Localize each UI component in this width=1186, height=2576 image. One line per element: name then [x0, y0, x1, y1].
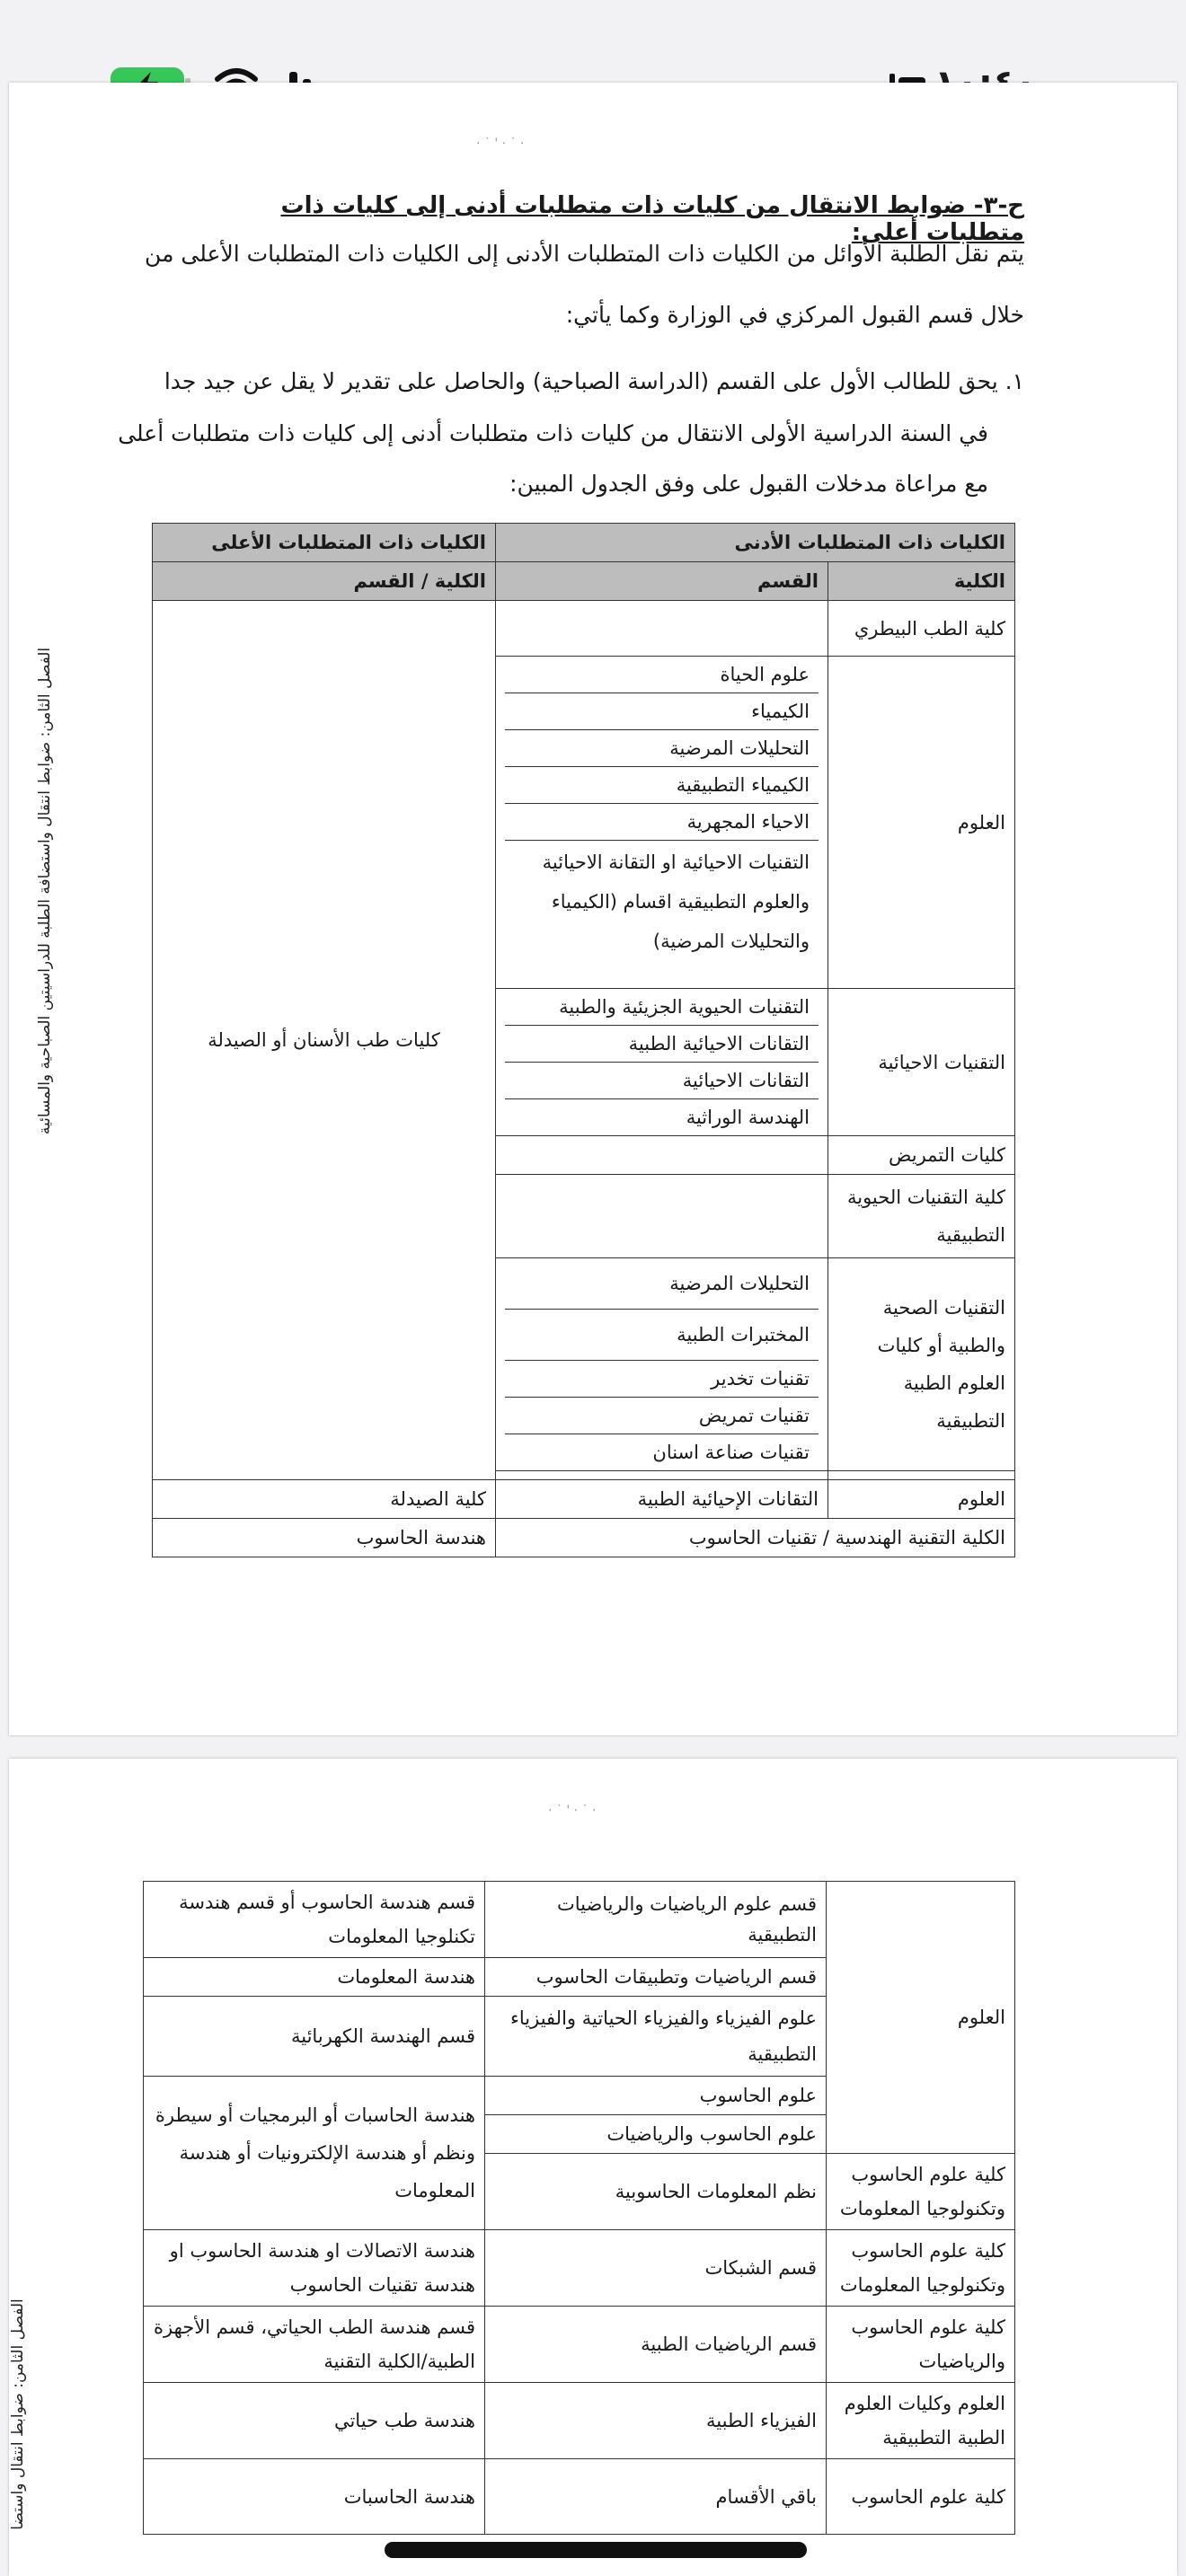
dept-item: التحليلات المرضية [505, 1258, 819, 1310]
biotech-depts [495, 989, 828, 1136]
dept-item: تقنيات تمريض [505, 1398, 819, 1434]
item-1-line-1: ١. يحق للطالب الأول على القسم (الدراسة الصباحية) والحاصل على تقدير لا يقل عن جيد جدا [164, 368, 1024, 394]
cell-dept: علوم الحاسوب والرياضيات [485, 2115, 827, 2154]
cell-comp-eng: هندسة الحاسوب [152, 1519, 495, 1557]
cell-dent-pharm: كليات طب الأسنان أو الصيدلة [152, 601, 495, 1480]
document-page-1 [9, 83, 1177, 1735]
header-college: الكلية [828, 562, 1015, 601]
dept-item: التقانات الاحيائية الطبية [505, 1026, 819, 1063]
cell-vet: كلية الطب البيطري [828, 601, 1015, 657]
cell-health: التقنيات الصحية والطبية أو كليات العلوم الطبية التطبيقية [828, 1258, 1015, 1471]
sciences-depts [495, 657, 828, 989]
cell-target: قسم الهندسة الكهربائية [144, 1997, 485, 2077]
cell-dept: قسم الرياضيات وتطبيقات الحاسوب [485, 1958, 827, 1997]
intro-line-2: خلال قسم القبول المركزي في الوزارة وكما يأتي: [565, 302, 1024, 328]
header-lower: الكليات ذات المتطلبات الأدنى [495, 524, 1014, 562]
dept-item: الهندسة الوراثية [686, 1107, 810, 1128]
cell-dept: نظم المعلومات الحاسوبية [485, 2154, 827, 2230]
section-heading: ح-٣- ضوابط الانتقال من كليات ذات متطلبات أدنى إلى كليات ذات متطلبات أعلى: [280, 192, 1024, 246]
cell-empty [495, 601, 828, 657]
home-indicator[interactable] [385, 2542, 807, 2558]
cell-biotech: التقنيات الاحيائية [828, 989, 1015, 1136]
cell-dept: باقي الأقسام [485, 2459, 827, 2535]
header-dept: القسم [495, 562, 828, 601]
margin-chapter-note: الفصل الثامن: ضوابط انتقال واستضافة الطلبة للدراسيتين الصباحية والمسائية [36, 647, 54, 1135]
cell-target: هندسة طب حياتي [144, 2383, 485, 2459]
cell-spacer [495, 1471, 828, 1480]
cell-dept: قسم علوم الرياضيات والرياضيات التطبيقية [485, 1882, 827, 1958]
cell-target: هندسة الحاسبات [144, 2459, 485, 2535]
cell-target: هندسة المعلومات [144, 1958, 485, 1997]
cell-target: قسم هندسة الحاسوب أو قسم هندسة تكنلوجيا المعلومات [144, 1882, 485, 1958]
cell-college: كلية علوم الحاسوب وتكنولوجيا المعلومات [827, 2154, 1015, 2230]
cell-college: كلية علوم الحاسوب والرياضيات [827, 2307, 1015, 2383]
transfer-table-1 [152, 523, 1015, 1557]
margin-chapter-note: الفصل الثامن: ضوابط انتقال واستضا [9, 2298, 27, 2530]
cell-spacer [828, 1471, 1015, 1480]
dept-item: تقنيات صناعة اسنان [652, 1442, 810, 1463]
item-1-line-3: مع مراعاة مدخلات القبول على وفق الجدول المبين: [509, 471, 988, 497]
scan-specks: · ˙ ' · ˙ · [548, 1804, 597, 1818]
cell-applied-bio: كلية التقنيات الحيوية التطبيقية [828, 1175, 1015, 1258]
cell-sci2-dept: التقانات الإحيائية الطبية [495, 1480, 828, 1519]
cell-target: هندسة الحاسبات أو البرمجيات أو سيطرة ونظم أو هندسة الإلكترونيات أو هندسة المعلومات [144, 2077, 485, 2230]
scan-specks: · ˙ ' · ˙ · [476, 137, 525, 151]
dept-item: التقنيات الحيوية الجزيئية والطبية [505, 989, 819, 1026]
dept-item: التقنيات الاحيائية او التقانة الاحيائية والعلوم التطبيقية اقسام (الكيمياء والتحليلات المرضية) [542, 851, 810, 952]
cell-dept: علوم الحاسوب [485, 2077, 827, 2115]
cell-college: كلية علوم الحاسوب وتكنولوجيا المعلومات [827, 2230, 1015, 2307]
dept-item: التقانات الاحيائية [505, 1063, 819, 1099]
intro-line-1: يتم نقل الطلبة الأوائل من الكليات ذات المتطلبات الأدنى إلى الكليات ذات المتطلبات الأعلى من [145, 241, 1024, 267]
cell-nursing: كليات التمريض [828, 1136, 1015, 1175]
cell-dept: الفيزياء الطبية [485, 2383, 827, 2459]
item-1-line-2: في السنة الدراسية الأولى الانتقال من كليات ذات متطلبات أدنى إلى كليات ذات متطلبات أعلى [118, 420, 988, 446]
dept-item: الكيمياء التطبيقية [505, 767, 819, 804]
dept-item: علوم الحياة [505, 657, 819, 693]
dept-item: الاحياء المجهرية [505, 804, 819, 841]
transfer-table-2 [143, 1881, 1015, 2535]
health-depts [495, 1258, 828, 1471]
cell-pharmacy: كلية الصيدلة [152, 1480, 495, 1519]
status-bar [0, 0, 1186, 72]
cell-college: العلوم وكليات العلوم الطبية التطبيقية [827, 2383, 1015, 2459]
cell-sciences: العلوم [828, 657, 1015, 989]
dept-item: التحليلات المرضية [505, 730, 819, 767]
cell-college: العلوم [827, 1882, 1015, 2154]
cell-empty [495, 1136, 828, 1175]
cell-eng-tech: الكلية التقنية الهندسية / تقنيات الحاسوب [495, 1519, 1014, 1557]
cell-empty [495, 1175, 828, 1258]
document-page-2 [9, 1759, 1177, 2576]
cell-target: قسم هندسة الطب الحياتي، قسم الأجهزة الطبية/الكلية التقنية [144, 2307, 485, 2383]
header-higher: الكليات ذات المتطلبات الأعلى [152, 524, 495, 562]
cell-target: هندسة الاتصالات او هندسة الحاسوب او هندسة تقنيات الحاسوب [144, 2230, 485, 2307]
cell-dept: قسم الرياضيات الطبية [485, 2307, 827, 2383]
cell-sciences-2: العلوم [828, 1480, 1015, 1519]
cell-dept: علوم الفيزياء والفيزياء الحياتية والفيزياء التطبيقية [485, 1997, 827, 2077]
dept-item: تقنيات تخدير [505, 1361, 819, 1398]
dept-item: المختبرات الطبية [505, 1310, 819, 1361]
cell-college: كلية علوم الحاسوب [827, 2459, 1015, 2535]
header-college-dept: الكلية / القسم [152, 562, 495, 601]
dept-item: الكيمياء [505, 693, 819, 730]
cell-dept: قسم الشبكات [485, 2230, 827, 2307]
